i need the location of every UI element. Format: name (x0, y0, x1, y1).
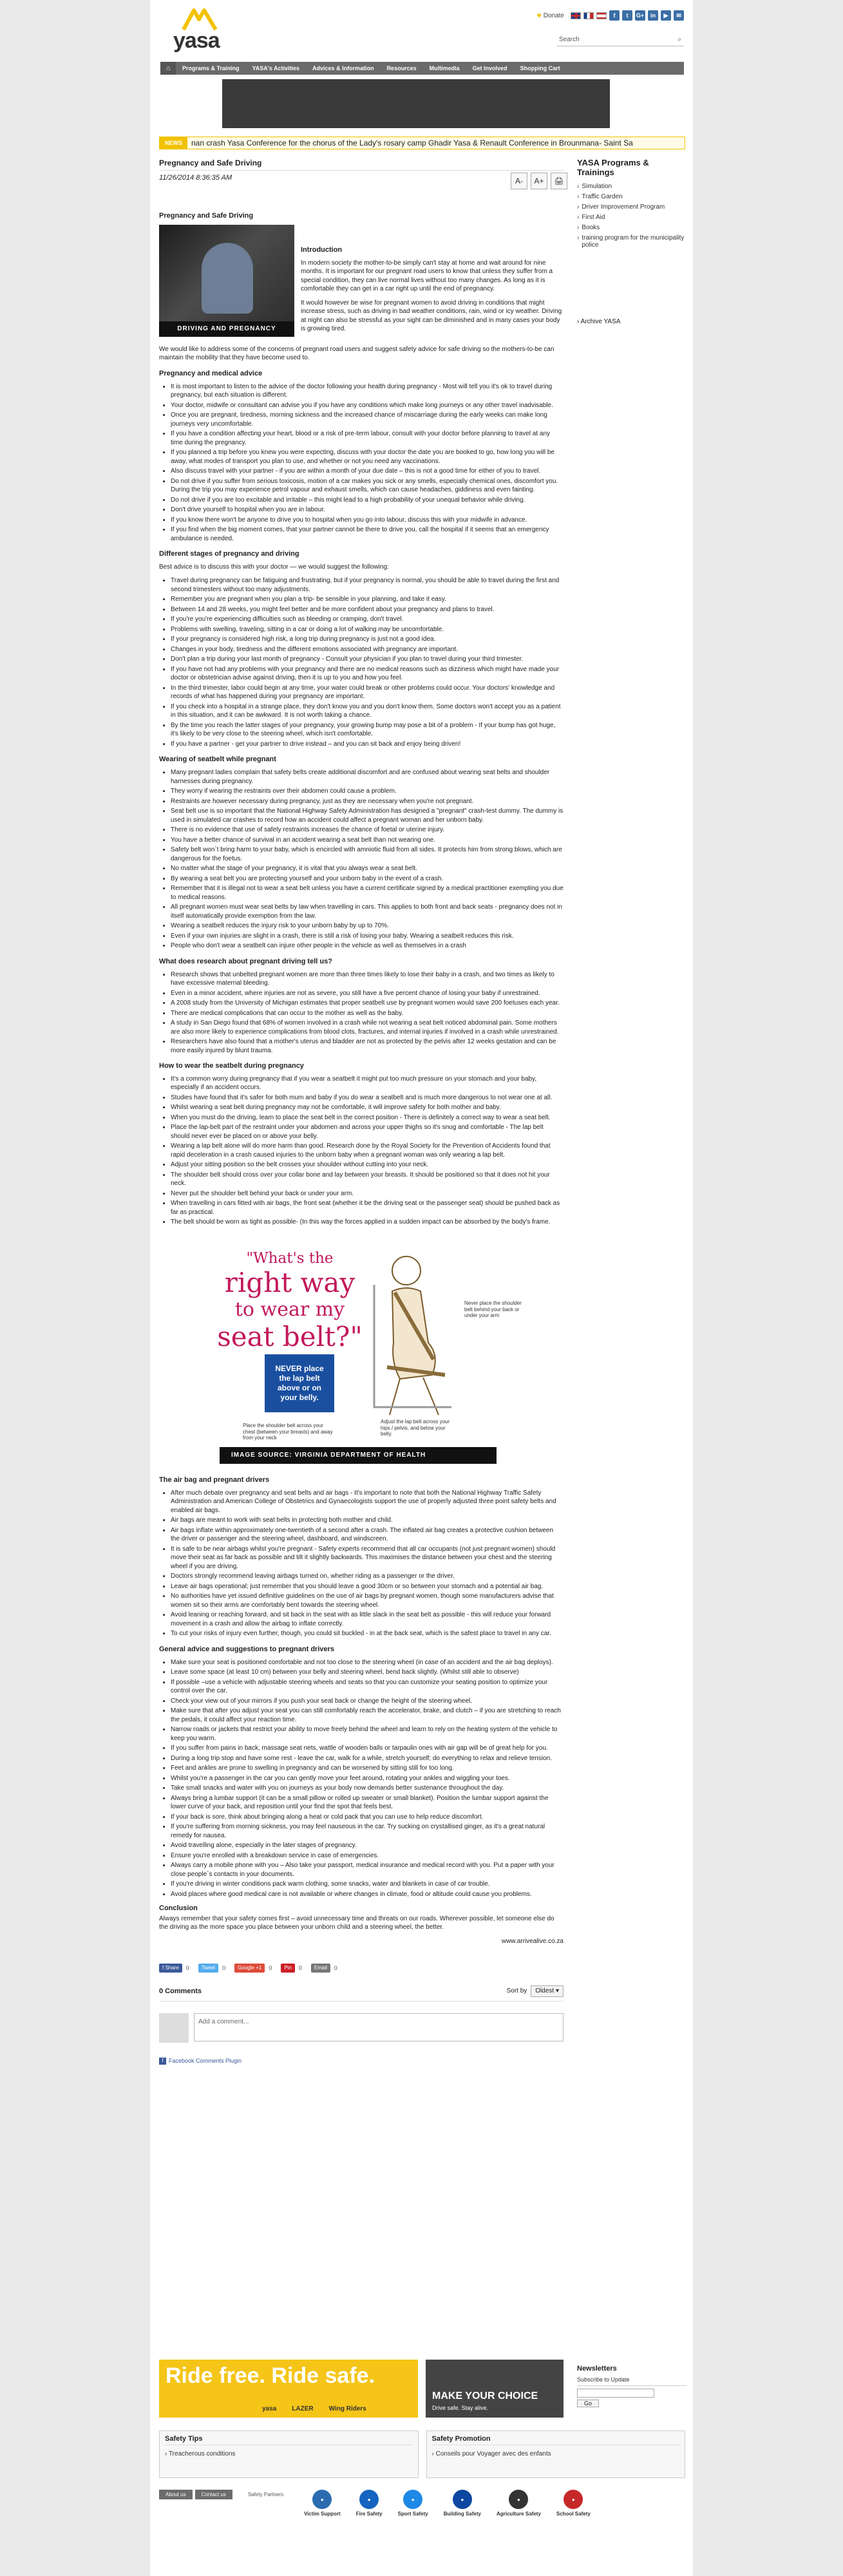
archive-link[interactable]: › Archive YASA (577, 318, 621, 325)
section-title: The air bag and pregnant drivers (159, 1475, 270, 1484)
list-item: • Once you are pregnant, tiredness, morning sickness and the increased chance of miscarriage during the early weeks can make long journeys very uncomfortable. (171, 411, 564, 428)
flag-uk-icon[interactable] (571, 12, 581, 19)
list-item: • Even if your own injuries are slight in a crash, there is still a risk of losing your baby. Wearing a seatbelt reduces this risk. (171, 932, 564, 941)
nav-programs[interactable]: Programs & Training (182, 65, 240, 71)
flag-lb-icon[interactable] (596, 12, 607, 19)
list-item: • If you know there won't be anyone to drive you to hospital when you go into labour, discuss this with your midwife in advance. (171, 516, 564, 525)
sidebar-item-driver-improvement[interactable] (577, 204, 687, 211)
chevron-right-icon: › (577, 234, 580, 242)
sidebar-item-label: First Aid (582, 213, 605, 221)
nav-shopping-cart[interactable]: Shopping Cart (520, 65, 560, 71)
seatbelt-poster (187, 1236, 535, 1469)
list-item: • Wearing a lap belt alone will do more harm than good. Research done by the Royal Society for the Prevention of Accidents found that rapid deceleration in a crash caused injuries to the unborn baby when a pregnant woman was only wearing a lap belt. (171, 1142, 564, 1159)
donate-label: Donate (543, 12, 564, 19)
sort-value: Oldest (535, 1987, 554, 1995)
list-item: • In the third trimester, labor could begin at any time, your water could break or other problems could occur. Your doctors' knowledge and records of what has happened during your pregnancy are important. (171, 684, 564, 701)
list-item: • If you planned a trip before you knew you were expecting, discuss with your doctor the date you are booked to go, how long you will be away, what modes of transport you plan to use, and whether or not you need any vaccinations. (171, 448, 564, 466)
ad-title: MAKE YOUR CHOICE (432, 2391, 538, 2401)
list-item: • If possible –use a vehicle with adjustable steering wheels and seats so that you can customize your seating position to optimize your control over the car. (171, 1678, 564, 1696)
section-title: What does research about pregnant driving tell us? (159, 957, 332, 965)
list-item: • Studies have found that it's safer for both mum and baby if you do wear a seatbelt and is much more dangerous to not wear one at all. (171, 1094, 564, 1103)
nav-multimedia[interactable]: Multimedia (429, 65, 460, 71)
sort-select[interactable]: Oldest ▾ (531, 1985, 564, 1997)
list-item: • If you have a partner - get your partner to drive instead – and you can sit back and enjoy being driven! (171, 740, 564, 749)
ad-logo: yasa (262, 2405, 277, 2412)
ride-safe-ad[interactable] (159, 2360, 418, 2418)
conclusion-text: Always remember that your safety comes first – avoid unnecessary time and threats on our roads. Wherever possible, let someone else do the driving as the more space you place between your unborn child and a steering wheel, the better. (159, 1915, 554, 1931)
safety-promotion-panel (426, 2430, 686, 2478)
partner-logo-icon: ● (403, 2490, 422, 2509)
list-item: • Researchers have also found that a mother's uterus and bladder are not as protected by the pelvis after 12 weeks gestation and can be more easily injured by blunt trauma. (171, 1037, 564, 1055)
list-item: • There are medical complications that can occur to the mother as well as the baby. (171, 1009, 564, 1018)
partner-name: Building Safety (443, 2511, 481, 2517)
sidebar-item-label: Traffic Garden (582, 193, 623, 200)
conclusion-title: Conclusion (159, 1904, 198, 1913)
list-item: • If your pregnancy is considered high risk, a long trip during pregnancy is just not a good idea. (171, 635, 564, 644)
partner-logo-icon: ● (359, 2490, 379, 2509)
list-item: • Don't drive yourself to hospital when you are in labour. (171, 506, 564, 515)
list-item: • The belt should be worn as tight as possible- (In this way the forces applied in a sudden impact can be absorbed by the body's frame. (171, 1218, 564, 1227)
poster-note-left: Place the shoulder belt across your chest (between your breasts) and away from your neck (243, 1422, 333, 1441)
section-list (171, 1658, 564, 1899)
share-count: 0 (185, 1965, 189, 1972)
list-item: • Make sure that after you adjust your seat you can still comfortably reach the accelerator, brake, and clutch – if you are stretching to reach the pedals, it could affect your reaction time. (171, 1707, 564, 1724)
share-count: 0 (298, 1965, 302, 1972)
list-item: • A study in San Diego found that 68% of women involved in a crash while not wearing a seat belt noticed abdominal pain. Some mothers are also more likely to experience complications from blood clots, fractures, and internal injuries if involved in a crash while unrestrained. (171, 1019, 564, 1036)
list-item: • Avoid leaning or reaching forward, and sit back in the seat with as little slack in the seat belt as possible - this will reduce your forward movement in a crash and allow the airbag to inflate correctly. (171, 1611, 564, 1628)
list-item: • People who don't wear a seatbelt can injure other people in the vehicle as well as themselves in a crash (171, 942, 564, 951)
chevron-right-icon: › (577, 203, 580, 211)
nav-advices[interactable]: Advices & Information (312, 65, 374, 71)
list-item: • To cut your risks of injury even further, though, you could sit buckled - in at the back seat, which is the safest place to travel in any car. (171, 1629, 564, 1638)
section-list (171, 768, 564, 951)
comment-input[interactable]: Add a comment... (194, 2013, 564, 2041)
poster-note-right: Adjust the lap belt across your hips / pelvis, and below your belly. (381, 1418, 450, 1437)
list-item: • Take small snacks and water with you on journeys as your body now demands better sustenance throughout the day. (171, 1784, 564, 1793)
ticker-text[interactable]: nan crash Yasa Conference for the chorus of the Lady's rosary camp Ghadir Yasa & Renault Conference in Brounmana- Saint Sa (191, 138, 633, 147)
list-item: • The shoulder belt should cross over your collar bone and lay between your breasts. It should be positioned so that it does not hit your neck. (171, 1171, 564, 1188)
partner-name: School Safety (556, 2511, 591, 2517)
sidebar (577, 158, 687, 325)
list-item: • After much debate over pregnancy and seat belts and air bags - It's important to note that both the National Highway Traffic Safety Administration and American College of Obstetrics and Gynaecologists support the use of properly adjusted three point safety belts and enabled air bags. (171, 1489, 564, 1515)
share-count: 0 (334, 1965, 337, 1972)
partner-building-safety[interactable] (444, 2490, 481, 2517)
main-nav (160, 62, 684, 75)
list-item: • If you find when the big moment comes, that your partner cannot be there to drive you, call the hospital if it seems that an emergency ambulance is needed. (171, 526, 564, 543)
sort-label: Sort by (506, 1987, 527, 1995)
avatar (159, 2013, 189, 2043)
list-item: • There is no evidence that use of safety restraints increases the chance of foetal or uterine injury. (171, 826, 564, 835)
list-item: • Research shows that unbelted pregnant women are more than three times likely to lose their baby in a crash, and two times as likely to have excessive maternal bleeding. (171, 971, 564, 988)
ad-logo: Wing Riders (328, 2405, 366, 2412)
print-icon[interactable]: 🖨 (551, 173, 567, 189)
panel-title: Safety Tips (165, 2435, 413, 2445)
share-pinterest-button[interactable]: Pin (281, 1964, 295, 1973)
chevron-right-icon: › (577, 213, 580, 221)
list-item: • If you have a condition affecting your heart, blood or a risk of pre-term labour, consult with your doctor before planning to travel at any time during the pregnancy. (171, 430, 564, 447)
list-item: • Always carry a mobile phone with you – Also take your passport, medical insurance and medical record with you. Put a paper with your close people`s contacts in your documents. (171, 1861, 564, 1879)
list-item: • If you check into a hospital in a strange place, they don't know you and you don't know them. Some doctors won't accept you as a patient in this situation, and it can be awkward. It is not worth taking a chance. (171, 703, 564, 720)
list-item: • Air bags are meant to work with seat belts in protecting both mother and child. (171, 1516, 564, 1525)
share-google-button[interactable]: Google +1 (234, 1964, 265, 1973)
section-title: Different stages of pregnancy and driving (159, 550, 299, 558)
search-icon[interactable]: ⌕ (677, 36, 681, 43)
search-placeholder: Search (559, 36, 580, 43)
partner-logo-icon: ● (453, 2490, 472, 2509)
list-item: • It is most important to listen to the advice of the doctor following your health during pregnancy - Most will tell you it's ok to travel during pregnancy, but each situation is different. (171, 383, 564, 400)
list-item: • Always bring a lumbar support (it can be a small pillow or rolled up sweater or small blanket). Position the lumbar support against the lower curve of your back, and reposition until your find the spot that feels best. (171, 1794, 564, 1812)
list-item: • Doctors strongly recommend leaving airbags turned on, whether riding as a passenger or the driver. (171, 1572, 564, 1581)
list-item: • Restraints are however necessary during pregnancy, just as they are necessary when you're not pregnant. (171, 797, 564, 806)
section-list (171, 971, 564, 1056)
sidebar-item-municipality-police[interactable] (577, 234, 687, 249)
panel-item-label: Treacherous conditions (168, 2450, 236, 2458)
font-increase-button[interactable]: A+ (531, 173, 547, 189)
intro-paragraph-1: In modern society the mother-to-be simply can't stay at home and wait around for nine months. It is important for our pregnant road users to know that unless they suffer from a special condition, they can live normal lives without too many changes. As long as it is comfortable they can get in a car right up until the end of pregnancy. (301, 259, 553, 293)
list-item: • It is safe to be near airbags whilst you're pregnant - Safety experts recommend that all car occupants (not just pregnant women) should move their seat as far back as possible and tilt it slightly backwards. This maximises the distance between your chest and the steering wheel if you are driving. (171, 1545, 564, 1571)
list-item: • If your back is sore, think about bringing along a heat or cold pack that you can use to help reduce discomfort. (171, 1813, 564, 1822)
list-item: • Leave air bags operational; just remember that you should leave a good 30cm or so between your stomach and a potential air bag. (171, 1582, 564, 1591)
section-title: Pregnancy and medical advice (159, 369, 263, 377)
share-twitter-button[interactable]: Tweet (198, 1964, 218, 1973)
list-item: • Feet and ankles are prone to swelling in pregnancy and can be worsened by sitting still for too long. (171, 1764, 564, 1773)
partner-sport-safety[interactable] (398, 2490, 428, 2517)
make-your-choice-ad[interactable] (426, 2360, 564, 2418)
section-list (171, 1075, 564, 1227)
archive-label: Archive YASA (580, 318, 621, 325)
source-link[interactable]: www.arrivealive.co.za (501, 1937, 564, 1945)
article-body (159, 205, 564, 2065)
list-item: • Ensure you're enrolled with a breakdown service in case of emergencies. (171, 1852, 564, 1861)
page (150, 0, 693, 2576)
list-item: • Remember you are pregnant when you plan a trip- be sensible in your planning, and take it easy. (171, 595, 564, 604)
list-item: • Never put the shoulder belt behind your back or under your arm. (171, 1189, 564, 1198)
list-item: • Do not drive if you are too excitable and irritable – this might lead to a high probability of your unequal behavior while driving. (171, 496, 564, 505)
ad-logo: LAZER (292, 2405, 314, 2412)
list-item: • Avoid places where good medical care is not available or where changes in climate, food or altitude could cause you problems. (171, 1890, 564, 1899)
partner-agriculture-safety[interactable] (497, 2490, 541, 2517)
pregnant-woman-seatbelt-icon (361, 1246, 464, 1426)
page-title: Pregnancy and Safe Driving (159, 158, 564, 171)
partner-name: Sport Safety (397, 2511, 428, 2517)
list-item: • A 2008 study from the University of Michigan estimates that proper seatbelt use by pregnant women would save 200 foetuses each year. (171, 999, 564, 1008)
article-heading: Pregnancy and Safe Driving (159, 212, 254, 220)
comments-header (159, 1973, 564, 2002)
partner-logo-icon: ● (509, 2490, 528, 2509)
list-item: • If you have not had any problems with your pregnancy and there are no medical reasons such as dizziness which might have made your doctor or obstetrician advise against driving, then it is up to you and how you feel. (171, 665, 564, 683)
list-item: • Place the lap-belt part of the restraint under your abdomen and across your upper thighs so it's snug and comfortable - The lap belt should never ever be placed on or above your belly. (171, 1123, 564, 1141)
list-item: • Even in a minor accident, where injuries are not as severe, you still have a five percent chance of losing your baby if unrestrained. (171, 989, 564, 998)
poster-line: seat belt?" (217, 1321, 363, 1353)
ticker-tag: NEWS (160, 137, 187, 149)
poster-question (216, 1249, 364, 1352)
section-list (171, 576, 564, 748)
list-item: • It's a common worry during pregnancy that if you wear a seatbelt it might put too much pressure on your stomach and your baby, especially if an accident occurs. (171, 1075, 564, 1092)
poster-source: IMAGE SOURCE: VIRGINIA DEPARTMENT OF HEALTH (220, 1447, 497, 1464)
poster-note-top: Never place the shoulder belt behind your back or under your arm (464, 1300, 522, 1319)
facebook-comments-plugin[interactable] (159, 2057, 564, 2065)
sidebar-item-traffic-garden[interactable] (577, 193, 687, 200)
newsletter-go-button[interactable]: Go (577, 2400, 599, 2407)
ad-headline: Ride free. Ride safe. (166, 2363, 375, 2388)
list-item: • Whilst you're a passenger in the car you can gently move your feet around, rotating your ankles and wiggling your toes. (171, 1774, 564, 1783)
list-item: • No authorities have yet issued definitive guidelines on the use of air bags by pregnant women, though some manufacturers advise that women sit so their arms are comfortably bent towards the steering wheel. (171, 1592, 564, 1609)
partner-name: Fire Safety (355, 2511, 383, 2517)
panel-item[interactable]: › Conseils pour Voyager avec des enfants (431, 2450, 551, 2458)
list-item: • Changes in your body, tiredness and the different emotions associated with pregnancy are important. (171, 645, 564, 654)
driving-pregnancy-photo (159, 225, 294, 337)
footer-about-link[interactable]: About us (159, 2490, 193, 2499)
section-list (171, 383, 564, 544)
share-count: 0 (222, 1965, 226, 1972)
intro-block (159, 225, 564, 339)
yasa-logo[interactable] (173, 6, 231, 52)
nav-get-involved[interactable]: Get Involved (472, 65, 507, 71)
list-item: • Check your view out of your mirrors if you push your seat back or change the height of the steering wheel. (171, 1697, 564, 1706)
plugin-label: Facebook Comments Plugin (169, 2057, 242, 2064)
list-item: • No matter what the stage of your pregnancy, it is vital that you always wear a seat belt. (171, 864, 564, 873)
chevron-right-icon: › (577, 193, 580, 200)
footer (159, 2490, 685, 2528)
share-bar (159, 1964, 564, 1973)
list-item: • Many pregnant ladies complain that safety belts create additional discomfort and are confused about wearing seat belts and shoulder harnesses during pregnancy. (171, 768, 564, 786)
article-date: 11/26/2014 8:36:35 AM (159, 174, 232, 182)
newsletter-link[interactable]: Subscribe to Update (577, 2376, 687, 2386)
news-ticker (159, 137, 685, 149)
share-facebook-button[interactable]: f Share (159, 1964, 182, 1973)
intro-heading: Introduction (301, 245, 343, 254)
list-item: • Avoid travelling alone, especially in the later stages of pregnancy. (171, 1841, 564, 1850)
sidebar-item-label: training program for the municipality police (582, 234, 685, 249)
list-item: • Also discuss travel with your partner - if you are within a month of your due date – this is not a good time for either of you to travel. (171, 467, 564, 476)
share-count: 0 (269, 1965, 272, 1972)
photo-caption: DRIVING AND PREGNANCY (159, 321, 294, 337)
sidebar-title: YASA Programs & Trainings (577, 158, 649, 177)
partner-fire-safety[interactable] (356, 2490, 383, 2517)
newsletter-title: Newsletters (577, 2365, 617, 2372)
list-item: • Leave some space (at least 10 cm) between your belly and steering wheel, bend back slightly. (Whilst still able to observe) (171, 1668, 564, 1677)
newsletter-box (577, 2365, 687, 2407)
list-item: • You have a better chance of survival in an accident wearing a seat belt than not wearing one. (171, 836, 564, 845)
list-item: • If you're driving in winter conditions pack warm clothing, some snacks, water and blankets in case of car trouble. (171, 1880, 564, 1889)
sidebar-list (577, 183, 687, 249)
sidebar-item-books[interactable] (577, 224, 687, 231)
list-item: • When travelling in cars fitted with air bags, the front seat (whether it be the driving seat or the passenger seat) should be pushed back as far as practical. (171, 1199, 564, 1217)
photo-figure (202, 243, 253, 314)
section-list (171, 1489, 564, 1638)
list-item: • Adjust your sitting position so the belt crosses your shoulder without cutting into your neck. (171, 1160, 564, 1170)
main-content (159, 158, 564, 2064)
list-item: • Travel during pregnancy can be fatiguing and frustrating, but if your pregnancy is normal, you should be able to travel during the first and second trimesters without too many adjustments. (171, 576, 564, 594)
donate-link[interactable] (537, 11, 564, 20)
ad-subtitle: Drive safe. Stay alive. (432, 2405, 489, 2411)
list-item: • Don't plan a trip during your last month of pregnancy - Consult your physician if you plan to travel during your third trimester. (171, 655, 564, 664)
section-title: General advice and suggestions to pregnant drivers (159, 1645, 335, 1653)
panel-item[interactable]: › Treacherous conditions (165, 2450, 236, 2458)
list-item: • Between 14 and 28 weeks, you might feel better and be more confident about your pregnancy and plans to travel. (171, 605, 564, 614)
social-linkedin-icon[interactable]: in (648, 10, 658, 21)
intro-text (301, 225, 564, 339)
list-item: • Whilst wearing a seat belt during pregnancy may not be comfortable, it will improve safety for both mother and baby. (171, 1103, 564, 1112)
heart-icon: ♥ (536, 11, 542, 20)
list-item: • Do not drive if you suffer from serious toxicosis, motion of a car makes you sick or any smells, especially chemical ones, discomfort you. During the trip you may experience petrol vapour and exhaust smells, which can cause headaches, giddiness and even fainting. (171, 477, 564, 495)
safety-tips-panel (159, 2430, 419, 2478)
intro-paragraph-2: It would however be wise for pregnant women to avoid driving in conditions that might increase stress, such as driving in bad weather conditions, rain, wind or icy weather. Driving at night can also be stressful as your sight can be diminished and in many cases your body is growing tired. (301, 299, 562, 333)
section-title: Wearing of seatbelt while pregnant (159, 755, 276, 764)
flag-fr-icon[interactable] (583, 12, 594, 19)
header-toolbar (537, 10, 684, 21)
partner-name: Victim Support (303, 2511, 341, 2517)
section-title: How to wear the seatbelt during pregnancy (159, 1062, 304, 1070)
list-item: • They worry if wearing the restraints over their abdomen could cause a problem. (171, 787, 564, 796)
newsletter-email-input[interactable] (577, 2389, 654, 2398)
list-item: • Narrow roads or jackets that restrict your ability to move freely behind the wheel and learn to rely on the heating system of the vehicle to keep you warm. (171, 1725, 564, 1743)
list-item: • Your doctor, midwife or consultant can advise you if you have any conditions which make long journeys or any other travel inadvisable. (171, 401, 564, 410)
poster-line: right way (224, 1266, 355, 1298)
social-google-icon[interactable]: G+ (635, 10, 645, 21)
chevron-right-icon: › (577, 182, 580, 190)
panel-item-label: Conseils pour Voyager avec des enfants (435, 2450, 551, 2458)
poster-warning-box: NEVER place the lap belt above or on your belly. (265, 1354, 334, 1412)
list-item: • If you suffer from pains in back, massage seat nets, wattle of wooden balls or tarpaulin ones with air gap will be of great help for you. (171, 1744, 564, 1753)
list-item: • By wearing a seat belt you are protecting yourself and your unborn baby in the event of a crash. (171, 875, 564, 884)
search-input[interactable] (556, 33, 684, 46)
list-item: • Wearing a seatbelt reduces the injury risk to your unborn baby by up to 70%. (171, 922, 564, 931)
partner-school-safety[interactable] (556, 2490, 591, 2517)
list-item: • Seat belt use is so important that the National Highway Safety Administration has designed a "pregnant" crash-test dummy. The dummy is used in simulated car crashes to record how an accident could affect a pregnant woman and her unborn baby. (171, 807, 564, 824)
poster-line: to wear my (234, 1298, 345, 1321)
sidebar-item-simulation[interactable] (577, 183, 687, 190)
list-item: • Air bags inflate within approximately one-twentieth of a second after a crash. The inflated air bag creates a protective cushion between the driver or passenger and the steering wheel, dashboard, and windscreen. (171, 1526, 564, 1544)
chevron-right-icon: › (577, 223, 580, 231)
partner-logo-icon: ● (564, 2490, 583, 2509)
partner-victim-support[interactable] (304, 2490, 341, 2517)
header (150, 0, 693, 59)
list-item: • When you must do the driving, learn to place the seat belt in the correct position - There is definitely a correct way to wear a seat belt. (171, 1113, 564, 1122)
text-tools (511, 173, 567, 189)
list-item: • During a long trip stop and have some rest - leave the car, walk for a while, stretch yourself; do everything to relax and relieve tension. (171, 1754, 564, 1763)
footer-contact-link[interactable]: Contact us (195, 2490, 232, 2499)
address-paragraph: We would like to address some of the concerns of pregnant road users and suggest safety advice for safe driving so the mothers-to-be can maintain the mobility that they have become used to. (159, 345, 554, 362)
list-item: • Problems with swelling, traveling, sitting in a car or doing a lot of walking may be uncomfortable. (171, 625, 564, 634)
top-banner[interactable] (222, 79, 610, 128)
nav-activities[interactable]: YASA's Activities (252, 65, 300, 71)
social-youtube-icon[interactable]: ▶ (661, 10, 671, 21)
poster-line: "What's the (246, 1249, 334, 1267)
social-twitter-icon[interactable]: t (622, 10, 632, 21)
sidebar-item-first-aid[interactable] (577, 214, 687, 221)
ad-row (159, 2360, 564, 2424)
partners-label: Safety Partners (247, 2492, 283, 2497)
sidebar-item-label: Books (582, 223, 600, 231)
list-item: • If you're you're experiencing difficulties such as bleeding or cramping, don't travel. (171, 615, 564, 624)
facebook-icon: f (159, 2058, 166, 2065)
home-icon[interactable]: ⌂ (160, 62, 176, 75)
list-item: • All pregnant women must wear seat belts by law when travelling in cars. This applies to both front and back seats - pregnancy does not in itself automatically provide exemption from the law. (171, 903, 564, 920)
list-item: • Remember that it is illegal not to wear a seat belt unless you have a current certificate signed by a medical practitioner exempting you due to medical reasons. (171, 884, 564, 902)
section-intro: Best advice is to discuss this with your doctor — we would suggest the following: (159, 563, 389, 571)
sidebar-item-label: Driver Improvement Program (582, 203, 665, 211)
sidebar-item-label: Simulation (582, 182, 612, 190)
comment-composer (159, 2013, 564, 2043)
list-item: • If you're suffering from morning sickness, you may feel nauseous in the car. Try sucking on crystallised ginger, as it's a great natural remedy for nausea. (171, 1823, 564, 1840)
nav-resources[interactable]: Resources (386, 65, 417, 71)
partner-logo-icon: ● (312, 2490, 332, 2509)
logo-text: yasa (173, 28, 220, 53)
ad-logos (262, 2405, 366, 2412)
list-item: • By the time you reach the latter stages of your pregnancy, your growing bump may pose a bit of a problem - If your bump has got huge, it's likely to be very close to the steering wheel, which isn't comfortable. (171, 721, 564, 739)
list-item: • Make sure your seat is positioned comfortable and not too close to the steering wheel (in case of an accident and the air bag deploys). (171, 1658, 564, 1667)
panel-title: Safety Promotion (432, 2435, 680, 2445)
comments-count: 0 Comments (159, 1987, 202, 1995)
social-facebook-icon[interactable]: f (609, 10, 620, 21)
share-email-button[interactable]: Email (311, 1964, 330, 1973)
social-email-icon[interactable]: ✉ (674, 10, 684, 21)
bottom-panels (159, 2430, 685, 2478)
list-item: • Safety belt won`t bring harm to your baby, which is encircled with amniotic fluid from all sides. It protects him from strong blows, which are dangerous for the foetus. (171, 846, 564, 863)
font-decrease-button[interactable]: A- (511, 173, 527, 189)
partner-name: Agriculture Safety (496, 2511, 541, 2517)
sort-control (507, 1985, 564, 1997)
